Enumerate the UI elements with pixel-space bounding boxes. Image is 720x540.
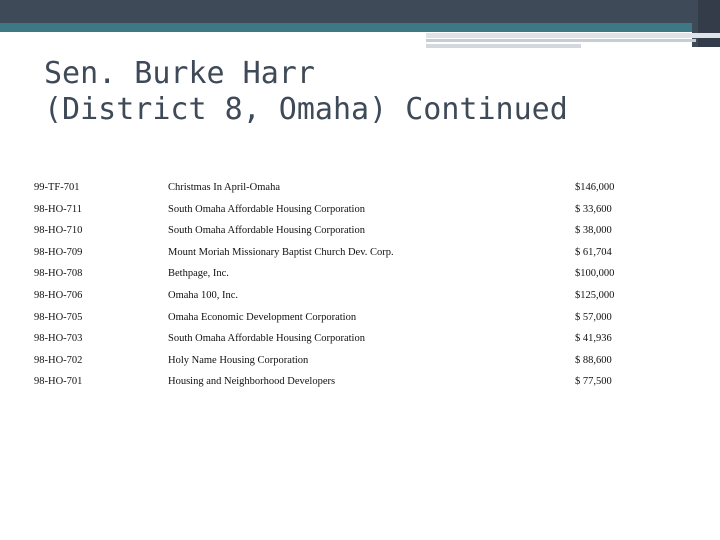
table-row <box>34 199 694 221</box>
table-row <box>34 242 694 264</box>
grant-code: 98-HO-708 <box>34 268 83 280</box>
header-bar <box>0 0 720 23</box>
grant-code: 98-HO-705 <box>34 311 83 323</box>
table-row <box>34 371 694 393</box>
decor-line-3 <box>426 44 581 48</box>
corner-block-inner <box>698 0 720 47</box>
grant-amount: $ 77,500 <box>575 376 612 388</box>
grant-amount: $ 41,936 <box>575 333 612 345</box>
decor-line-1 <box>426 33 720 38</box>
grant-recipient: Christmas In April-Omaha <box>168 182 280 193</box>
grant-amount: $ 33,600 <box>575 203 612 215</box>
grant-code: 98-HO-702 <box>34 354 83 366</box>
table-row <box>34 350 694 372</box>
grant-amount: $ 61,704 <box>575 246 612 258</box>
table-row <box>34 263 694 285</box>
title-line-2: (District 8, Omaha) Continued <box>44 92 568 127</box>
grant-recipient: Holy Name Housing Corporation <box>168 354 309 366</box>
grant-amount: $ 38,000 <box>575 225 612 237</box>
grant-recipient: South Omaha Affordable Housing Corporation <box>168 225 365 237</box>
grant-code: 98-HO-709 <box>34 246 83 258</box>
grant-code: 98-HO-703 <box>34 333 83 345</box>
slide-title <box>44 56 684 128</box>
grant-recipient: Mount Moriah Missionary Baptist Church Dev. Corp. <box>168 246 394 258</box>
grant-amount: $146,000 <box>575 182 615 193</box>
grant-recipient: South Omaha Affordable Housing Corporation <box>168 333 365 345</box>
grant-amount: $ 57,000 <box>575 311 612 323</box>
table-row <box>34 220 694 242</box>
grant-recipient: Bethpage, Inc. <box>168 268 229 280</box>
grant-code: 98-HO-701 <box>34 376 83 388</box>
grant-recipient: Omaha Economic Development Corporation <box>168 311 357 323</box>
grant-code: 98-HO-711 <box>34 203 83 215</box>
grant-amount: $100,000 <box>575 268 615 280</box>
grant-amount: $125,000 <box>575 289 615 301</box>
decor-line-2 <box>426 39 696 42</box>
table-row <box>34 285 694 307</box>
table-row <box>34 177 694 199</box>
table-row <box>34 307 694 329</box>
title-line-1: Sen. Burke Harr <box>44 56 315 91</box>
grant-code: 98-HO-706 <box>34 289 83 301</box>
grant-recipient: Housing and Neighborhood Developers <box>168 376 336 388</box>
grant-code: 99-TF-701 <box>34 182 80 193</box>
grant-recipient: Omaha 100, Inc. <box>168 289 238 301</box>
header-accent-bar <box>0 23 720 32</box>
grant-amount: $ 88,600 <box>575 354 612 366</box>
grant-table <box>34 177 694 393</box>
grant-code: 98-HO-710 <box>34 225 83 237</box>
grant-recipient: South Omaha Affordable Housing Corporation <box>168 203 365 215</box>
table-row <box>34 328 694 350</box>
